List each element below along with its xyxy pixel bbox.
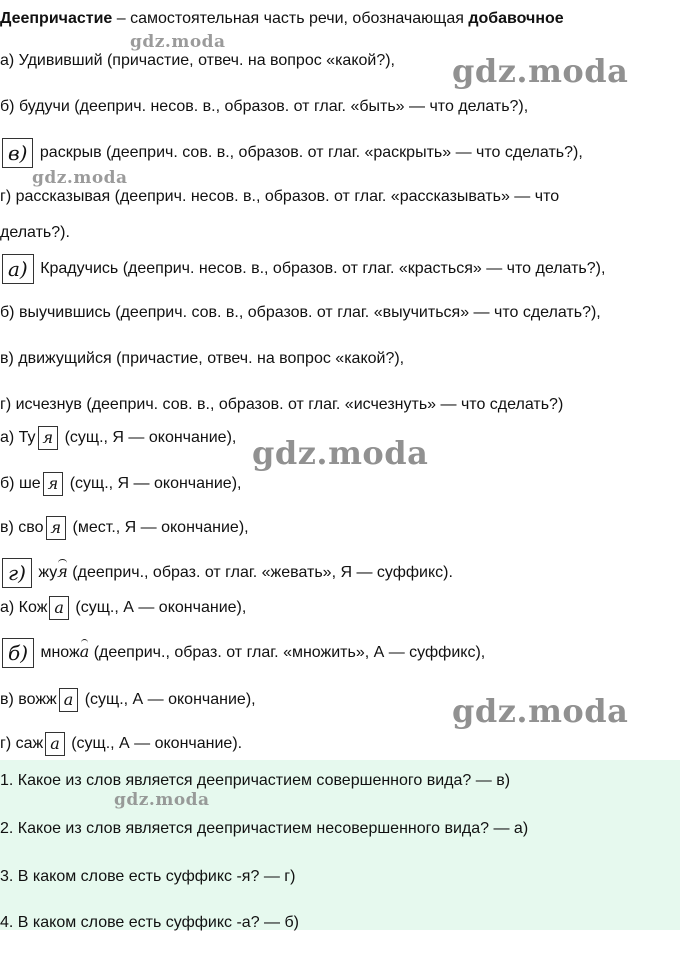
line-1: а) Удививший (причастие, отвеч. на вопрос «какой?),	[0, 52, 395, 69]
line-11-post: (мест., Я — окончание),	[68, 519, 249, 537]
line-4b: делать?).	[0, 224, 70, 241]
line-10	[0, 472, 241, 496]
answer-box: в)	[2, 138, 33, 168]
line-5-text: Крадучись (дееприч. несов. в., образов. от глаг. «красться» — что делать?),	[40, 260, 606, 278]
line-10-post: (сущ., Я — окончание),	[65, 475, 242, 493]
letter-box: я	[38, 426, 59, 450]
line-12	[0, 558, 453, 588]
line-15-pre: в) вожж	[0, 691, 57, 709]
answer-box: а)	[2, 254, 34, 284]
answers-panel	[0, 760, 680, 930]
line-13	[0, 596, 246, 620]
line-16-pre: г) саж	[0, 735, 44, 753]
letter-box: а	[45, 732, 65, 756]
line-9-post: (сущ., Я — окончание),	[60, 429, 237, 447]
line-3-text: раскрыв (дееприч. сов. в., образов. от глаг. «раскрыть» — что сделать?),	[39, 144, 583, 162]
line-14	[0, 638, 485, 668]
line-3	[0, 138, 583, 168]
letter-box: я	[43, 472, 64, 496]
line-9	[0, 426, 236, 450]
letter-box: я	[46, 516, 67, 540]
suffix-mark: я	[57, 562, 68, 582]
watermark: gdz.moda	[32, 168, 128, 188]
line-9-pre: а) Ту	[0, 429, 36, 447]
line-12-pre: жу	[33, 564, 58, 582]
watermark: gdz.moda	[130, 32, 226, 52]
answer-box: б)	[2, 638, 34, 668]
intro-text: – самостоятельная часть речи, обозначающая	[112, 10, 469, 27]
line-14-post: (дееприч., образ. от глаг. «множить», А — суффикс),	[89, 644, 486, 662]
line-13-post: (сущ., А — окончание),	[70, 599, 247, 617]
line-15	[0, 688, 256, 712]
line-5	[0, 254, 605, 284]
answer-1: 1. Какое из слов является деепричастием совершенного вида? — в)	[0, 772, 511, 789]
intro-term: Деепричастие	[0, 10, 113, 27]
line-14-pre: множ	[36, 644, 80, 662]
line-2: б) будучи (дееприч. несов. в., образов. от глаг. «быть» — что делать?),	[0, 98, 529, 115]
intro-line	[0, 8, 564, 30]
line-13-pre: а) Кож	[0, 599, 48, 617]
watermark: gdz.moda	[452, 692, 629, 730]
line-11-pre: в) сво	[0, 519, 44, 537]
watermark: gdz.moda	[114, 790, 210, 810]
line-6: б) выучившись (дееприч. сов. в., образов. от глаг. «выучиться» — что сделать?),	[0, 304, 601, 321]
answer-2: 2. Какое из слов является деепричастием несовершенного вида? — а)	[0, 820, 529, 837]
answer-3: 3. В каком слове есть суффикс -я? — г)	[0, 868, 296, 885]
watermark: gdz.moda	[252, 434, 429, 472]
line-11	[0, 516, 249, 540]
answer-box: г)	[2, 558, 32, 588]
line-10-pre: б) ше	[0, 475, 41, 493]
intro-bold-end: добавочное	[468, 10, 564, 27]
line-16-post: (сущ., А — окончание).	[66, 735, 243, 753]
letter-box: а	[49, 596, 69, 620]
line-7: в) движущийся (причастие, отвеч. на вопрос «какой?),	[0, 350, 405, 367]
line-15-post: (сущ., А — окончание),	[80, 691, 256, 709]
line-4a: г) рассказывая (дееприч. несов. в., образов. от глаг. «рассказывать» — что	[0, 188, 560, 205]
answer-4: 4. В каком слове есть суффикс -а? — б)	[0, 914, 299, 931]
suffix-mark: а	[79, 642, 90, 662]
watermark: gdz.moda	[452, 52, 629, 90]
letter-box: а	[59, 688, 79, 712]
line-8: г) исчезнув (дееприч. сов. в., образов. от глаг. «исчезнуть» — что сделать?)	[0, 396, 564, 413]
line-16	[0, 732, 242, 756]
line-12-post: (дееприч., образ. от глаг. «жевать», Я — суффикс).	[67, 564, 453, 582]
